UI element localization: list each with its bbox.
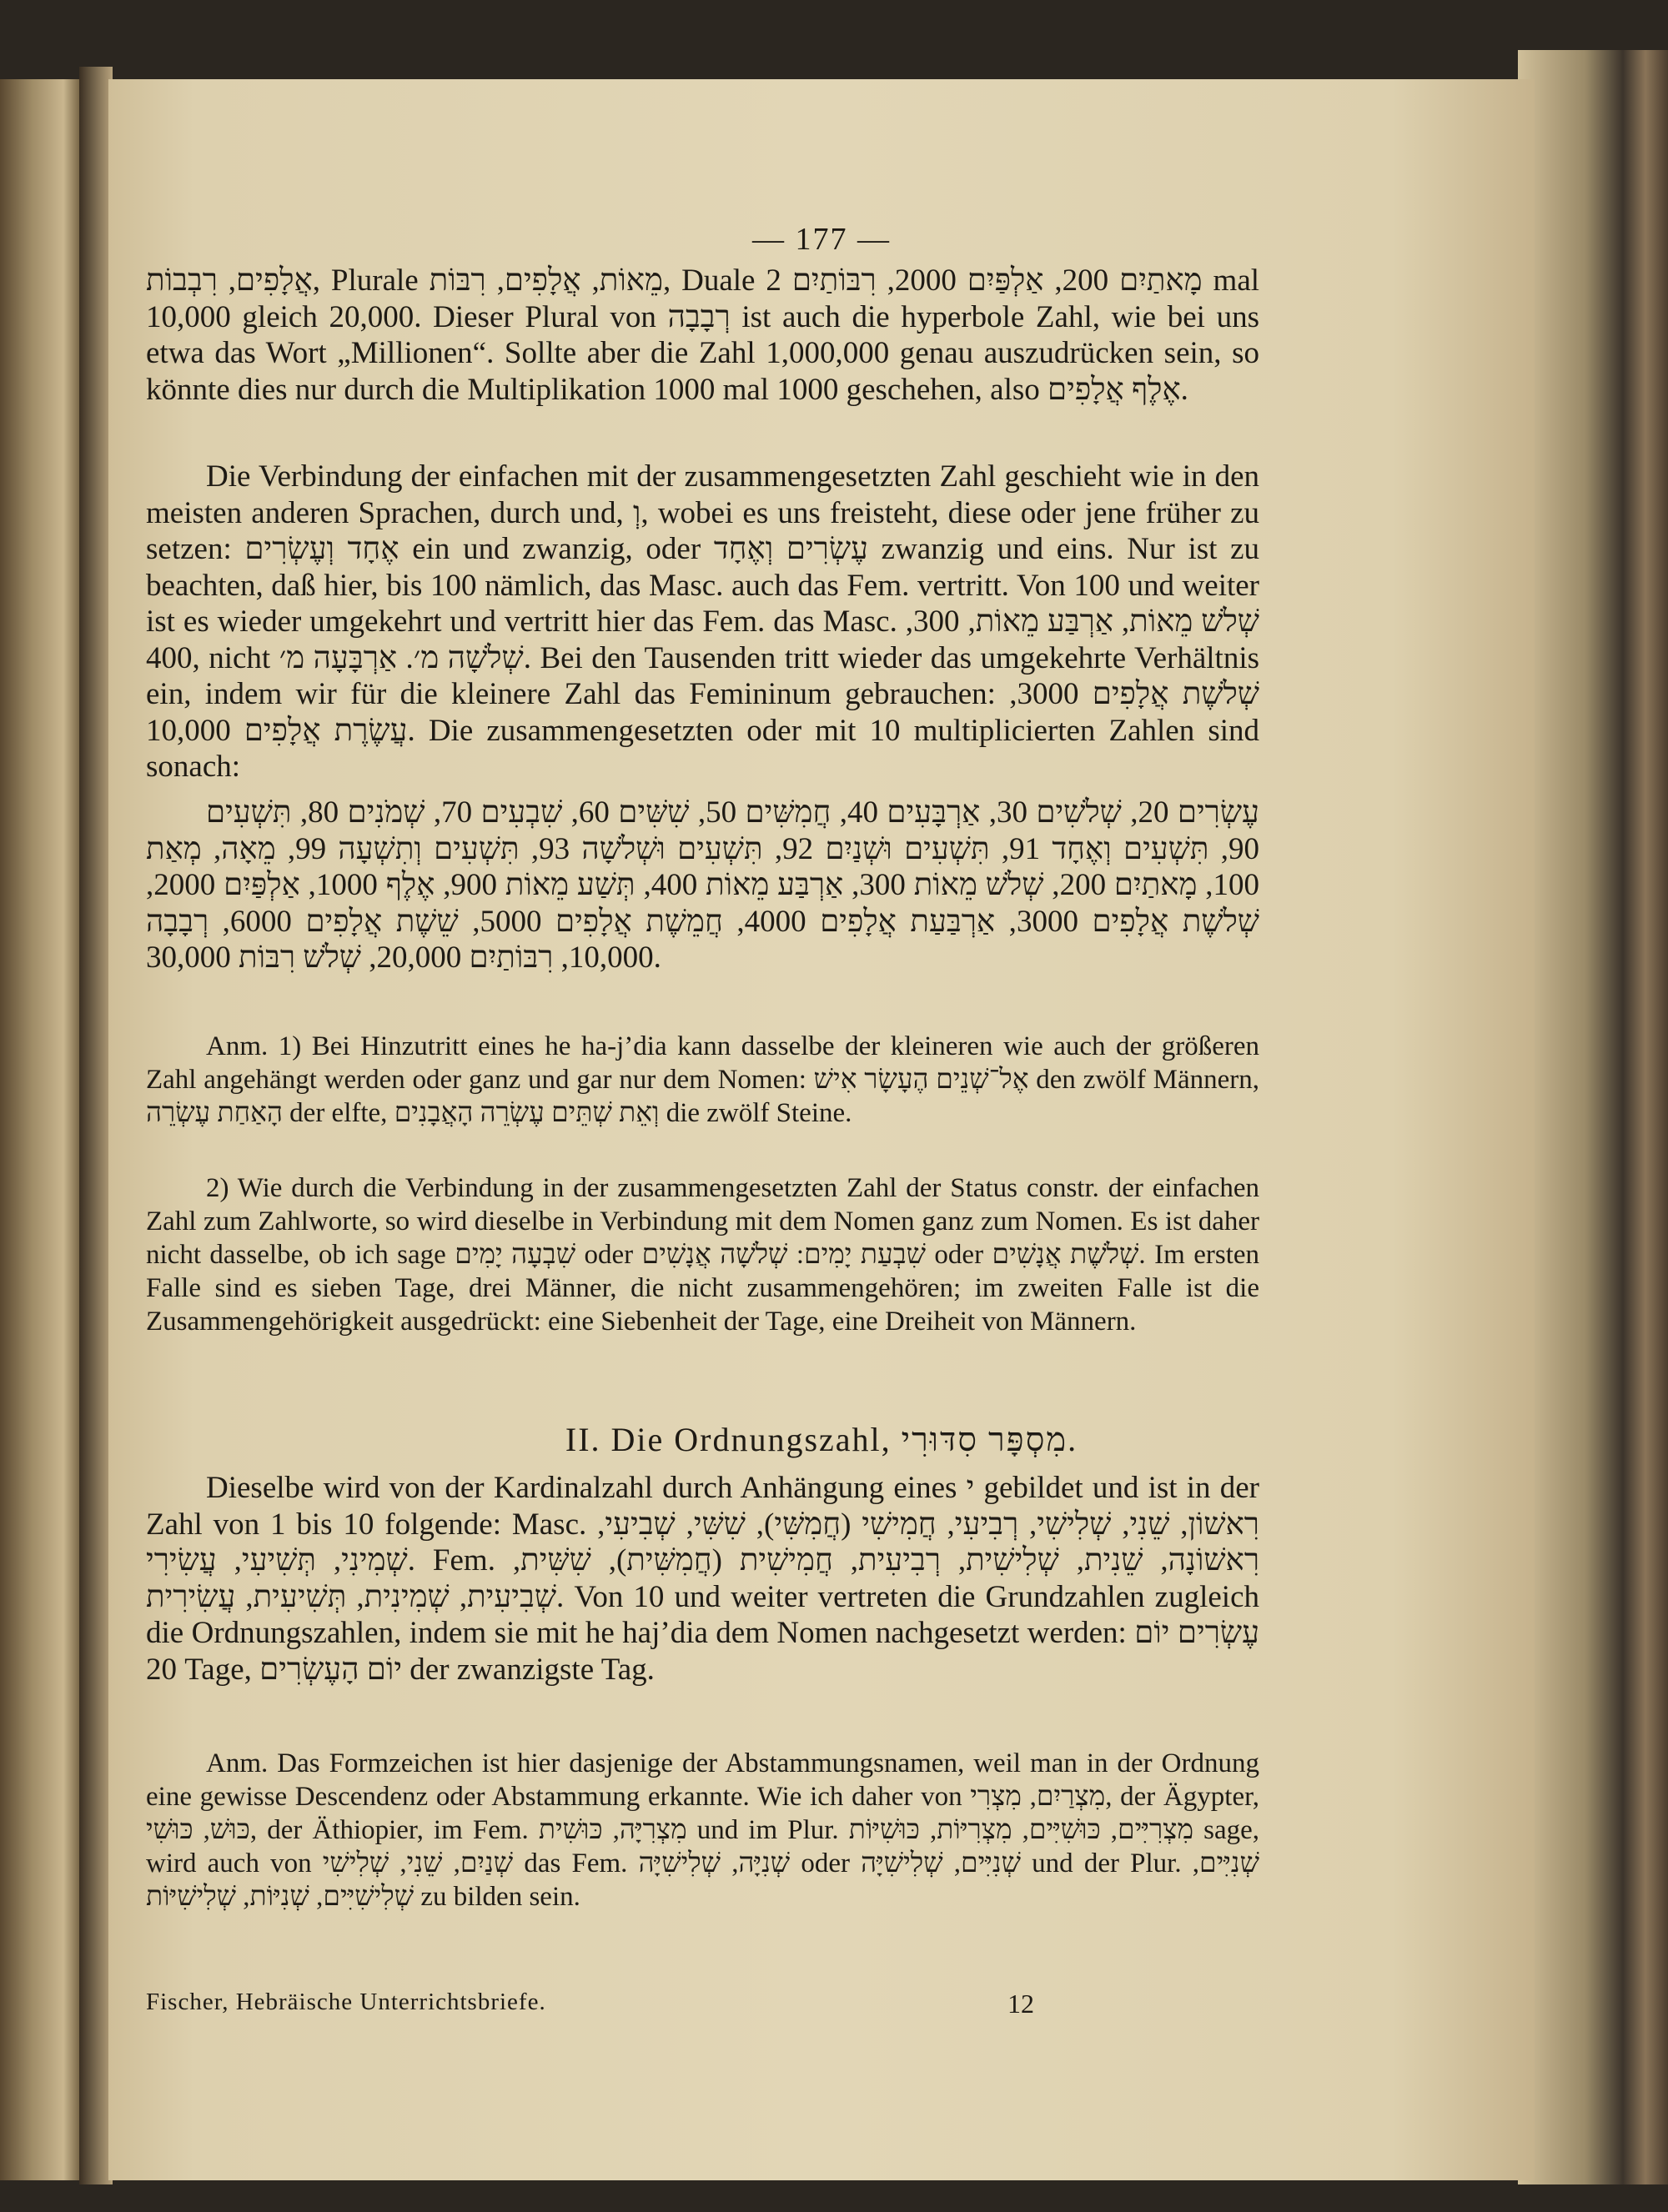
- note-3-text: Anm. Das Formzeichen ist hier dasjenige der Abstammungsnamen, weil man in der Ordnung eine gewisse Descendenz oder Abstammung erkannte. Wie ich daher von מִצְרַיִם, מִצְרִי, der Ägypter, כּוּשׁ, כּוּשִׁי, der Äthiopier, im Fem. מִצְרִיָּה, כּוּשִׁית und im Plur. מִצְרִיִּים, כּוּשִׁיִּים, מִצְרִיּוֹת, כּוּשִׁיּוֹת sage, wird auch von שְׁנַיִם, שֵׁנִי, שְׁלִישִׁי das Fem. שְׁנִיָּה, שְׁלִישִׁיָּה oder שְׁנִיִּים, שְׁלִישִׁיָּה und der Plur. שְׁנִיִּים, שְׁלִישִׁיִּים, שְׁנִיּוֹת, שְׁלִישִׁיּוֹת zu bilden sein.: [146, 1748, 1260, 1912]
- paragraph-plurals: [146, 263, 1259, 408]
- left-page-edge: [0, 79, 79, 2180]
- note-1: [146, 1030, 1259, 1130]
- note-2-text: 2) Wie durch die Verbindung in der zusammengesetzten Zahl der Status constr. der einfachen Zahl zum Zahlworte, so wird dieselbe in Verbindung mit dem Nomen ganz zum Nomen. Es ist daher nicht dasselbe, ob ich sage שִׁבְעָה יָמִים oder שִׁבְעַת יָמִים: שְׁלֹשָׁה אֲנָשִׁים oder שְׁלֹשֶׁת אֲנָשִׁים. Im ersten Falle sind es sieben Tage, drei Männer, die nicht zusammengehören; im zweiten Falle ist die Zusammengehörigkeit ausgedrückt: eine Siebenheit der Tage, eine Dreiheit von Männern.: [146, 1173, 1260, 1337]
- paragraph-ordnungszahl-text: Dieselbe wird von der Kardinalzahl durch Anhängung eines י gebildet und ist in der Zahl von 1 bis 10 folgende: Masc. רִאשׁוֹן, שֵׁנִי, שְׁלִישִׁי, רְבִיעִי, חֲמִישִׁי (חֲמִשִּׁי), שִׁשִּׁי, שְׁבִיעִי, שְׁמִינִי, תְּשִׁיעִי, עֲשִׂירִי. Fem. רִאשׁוֹנָה, שֵׁנִית, שְׁלִישִׁית, רְבִיעִית, חֲמִישִׁית (חֲמִשִּׁית), שִׁשִּׁית, שְׁבִיעִית, שְׁמִינִית, תְּשִׁיעִית, עֲשִׂירִית. Von 10 und weiter vertreten die Grundzahlen zugleich die Ordnungszahlen, indem sie mit he haj’dia dem Nomen nachgesetzt werden: עֶשְׂרִים יוֹם 20 Tage, יוֹם הָעֶשְׂרִים der zwanzigste Tag.: [146, 1471, 1260, 1687]
- section-title: II. Die Ordnungszahl, מִסְפָּר סִדּוּרִי.: [565, 1421, 1078, 1458]
- paragraph-plurals-text: אֲלָפִים, רִבְבוֹת, Plurale מֵאוֹת, אֲלָפִים, רִבּוֹת, Duale מָאתַיִם 200, אַלְפַּיִם 2000, רִבּוֹתַיִם 2 mal 10,000 gleich 20,000. Dieser Plural von רְבָבָה ist auch die hyperbole Zahl, wie bei uns etwa das Wort „Millionen“. Sollte aber die Zahl 1,000,000 genau auszudrücken sein, so könnte dies nur durch die Multiplikation 1000 mal 1000 geschehen, also אֶלֶף אֲלָפִים.: [146, 263, 1260, 407]
- page-number-header: — 177 —: [752, 222, 891, 257]
- footer-source: Fischer, Hebräische Unterrichtsbriefe.: [146, 1989, 546, 2015]
- footer-signature-number: 12: [1007, 1989, 1034, 2019]
- note-3: [146, 1747, 1259, 1914]
- paragraph-verbindung-text: Die Verbindung der einfachen mit der zusammengesetzten Zahl geschieht wie in den meisten anderen Sprachen, durch und, וְ, wobei es uns freisteht, diese oder jene früher zu setzen: אֶחָד וְעֶשְׂרִים ein und zwanzig, oder עֶשְׂרִים וְאֶחָד zwanzig und eins. Nur ist zu beachten, daß hier, bis 100 nämlich, das Masc. auch das Fem. vertritt. Von 100 und weiter ist es wieder umgekehrt und vertritt hier das Fem. das Masc. שְׁלֹשׁ מֵאוֹת, אַרְבַּע מֵאוֹת, 300, 400, nicht שְׁלֹשָׁה מ׳. אַרְבָּעָה מ׳. Bei den Tausenden tritt wieder das umgekehrte Verhältnis ein, indem wir für die kleinere Zahl das Femininum gebrauchen: שְׁלֹשֶׁת אֲלָפִים 3000, עֲשֶׂרֶת אֲלָפִים 10,000. Die zusammengesetzten oder mit 10 multiplicierten Zahlen sind sonach:: [146, 459, 1260, 784]
- paragraph-ordnungszahl: [146, 1470, 1259, 1688]
- number-list-text: עֶשְׂרִים 20, שְׁלֹשִׁים 30, אַרְבָּעִים 40, חֲמִשִּׁים 50, שִׁשִּׁים 60, שִׁבְעִים 70, שְׁמֹנִים 80, תִּשְׁעִים 90, תִּשְׁעִים וְאֶחָד 91, תִּשְׁעִים וּשְׁנַיִם 92, תִּשְׁעִים וּשְׁלֹשָׁה 93, תִּשְׁעִים וְתִשְׁעָה 99, מֵאָה, מְאַת 100, מָאתַיִם 200, שְׁלֹשׁ מֵאוֹת 300, אַרְבַּע מֵאוֹת 400, תְּשַׁע מֵאוֹת 900, אֶלֶף 1000, אַלְפַּיִם 2000, שְׁלֹשֶׁת אֲלָפִים 3000, אַרְבַּעַת אֲלָפִים 4000, חֲמֵשֶׁת אֲלָפִים 5000, שֵׁשֶׁת אֲלָפִים 6000, רְבָבָה 10,000, רִבּוֹתַיִם 20,000, שְׁלֹשׁ רִבּוֹת 30,000.: [146, 795, 1260, 975]
- number-list: [146, 795, 1259, 976]
- book-page-edges: [1518, 50, 1668, 2184]
- book-page: [108, 79, 1535, 2180]
- note-1-text: Anm. 1) Bei Hinzutritt eines he ha-j’dia kann dasselbe der kleineren wie auch der größeren Zahl angehängt werden oder ganz und gar nur dem Nomen: אֶל־שְׁנֵים הֶעָשָׂר אִישׁ den zwölf Männern, הָאַחַת עֶשְׂרֵה der elfte, וְאֵת שְׁתֵּים עֶשְׂרֵה הָאֲבָנִים die zwölf Steine.: [146, 1031, 1259, 1128]
- paragraph-verbindung: [146, 459, 1259, 785]
- book-binding: [79, 67, 113, 2184]
- note-2: [146, 1171, 1259, 1338]
